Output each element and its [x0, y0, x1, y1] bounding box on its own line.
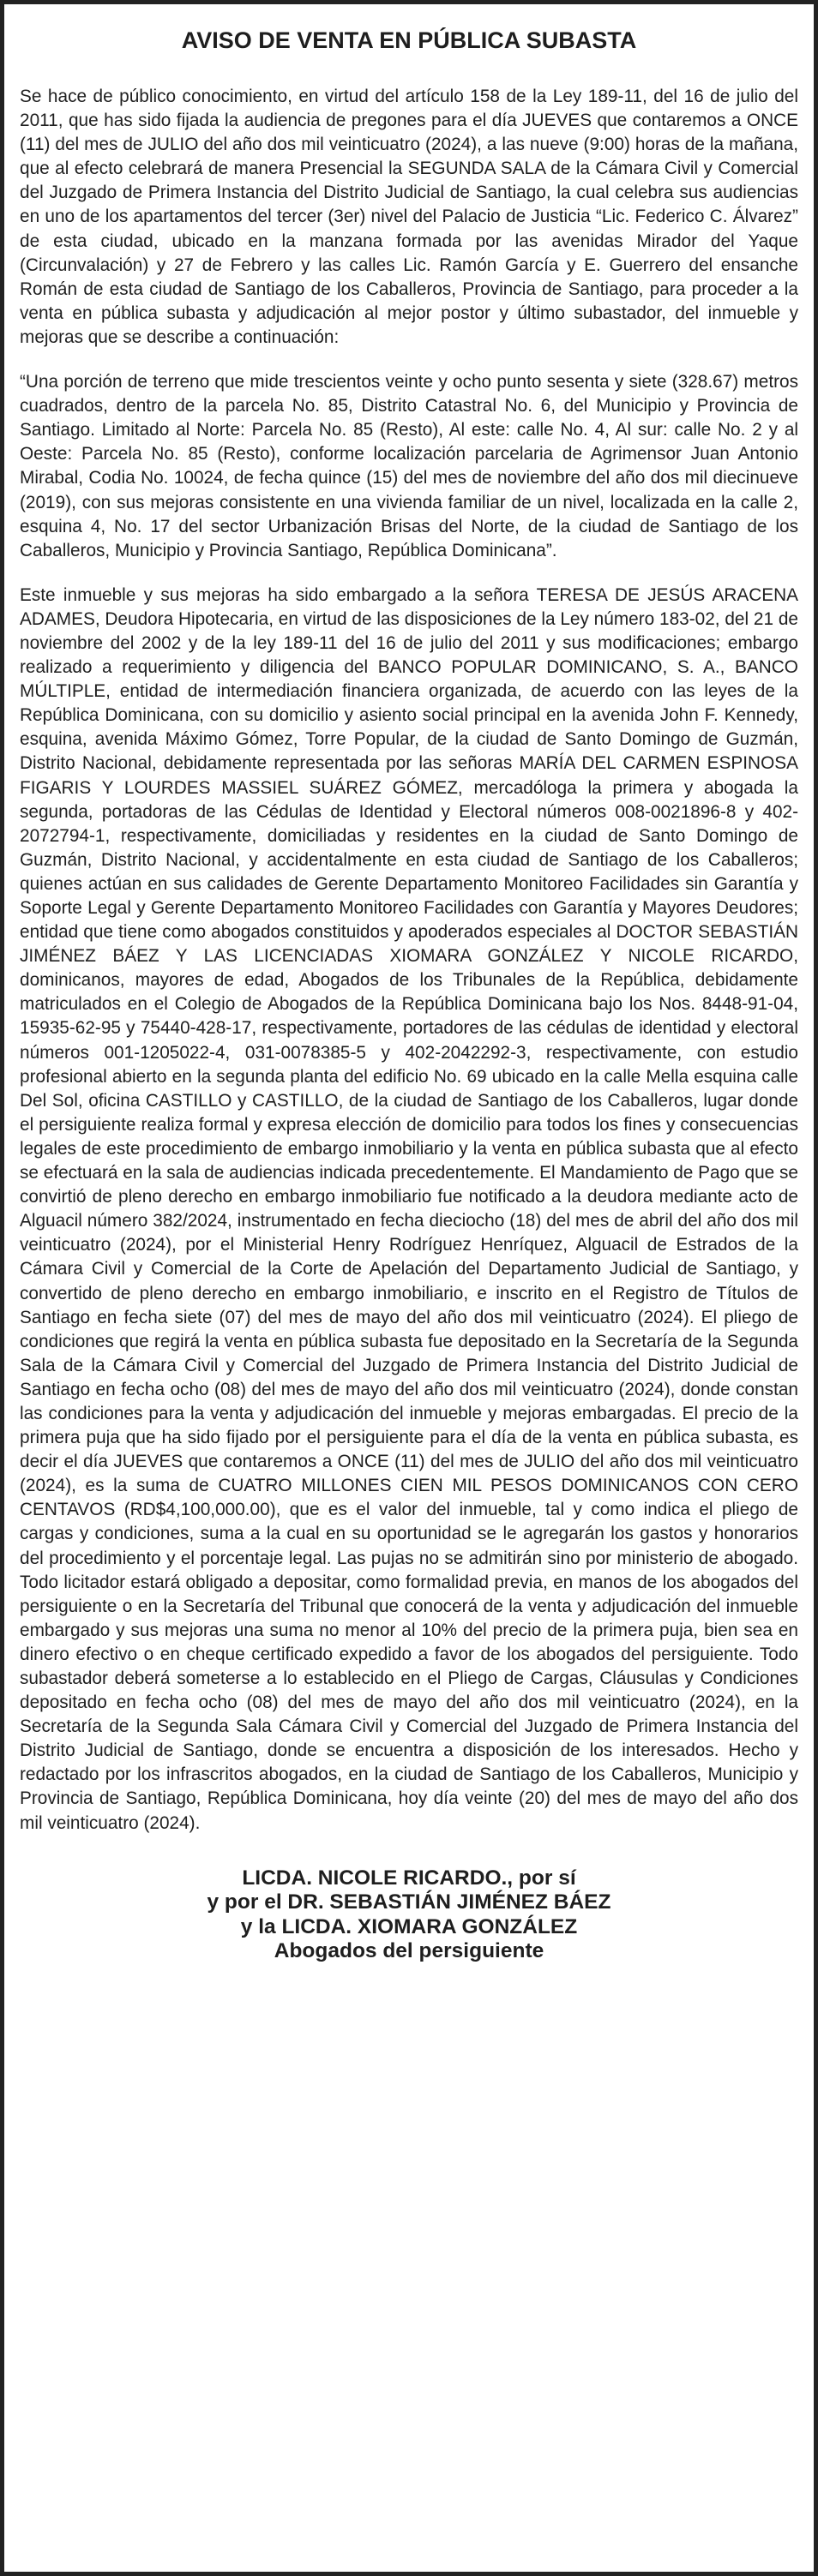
- signature-line: y la LICDA. XIOMARA GONZÁLEZ: [240, 1914, 578, 1938]
- signature-line: y por el DR. SEBASTIÁN JIMÉNEZ BÁEZ: [207, 1890, 611, 1914]
- notice-title: AVISO DE VENTA EN PÚBLICA SUBASTA: [181, 27, 637, 53]
- notice-paragraph-property: “Una porción de terreno que mide trescientos veinte y ocho punto sesenta y siete (328.67) metros cuadrados, dentro de la parcela No. 85, Distrito Catastral No. 6, del Municipio y Provincia de Santiago. Limitado al Norte: Parcela No. 85 (Resto), Al este: calle No. 4, Al sur: calle No. 2 y al Oeste: Parcela No. 85 (Resto), conforme localización parcelaria de Agrimensor Juan Antonio Mirabal, Codia No. 10024, de fecha quince (15) del mes de noviembre del año dos mil diecinueve (2019), con sus mejoras consistente en una vivienda familiar de un nivel, localizada en la calle 2, esquina 4, No. 17 del sector Urbanización Brisas del Norte, de la ciudad de Santiago de los Caballeros, Municipio y Provincia Santiago, República Dominicana”.: [20, 372, 798, 560]
- signature-line: Abogados del persiguiente: [274, 1939, 544, 1963]
- notice-content: [20, 27, 798, 1964]
- signature-block: [20, 1866, 798, 1964]
- notice-paragraph-seizure: Este inmueble y sus mejoras ha sido embargado a la señora TERESA DE JESÚS ARACENA ADAMES, Deudora Hipotecaria, en virtud de las disposiciones de la Ley número 183-02, del 21 de noviembre del 2002 y de la ley 189-11 del 16 de julio del 2011 y sus modificaciones; embargo realizado a requerimiento y diligencia del BANCO POPULAR DOMINICANO, S. A., BANCO MÚLTIPLE, entidad de intermediación financiera organizada, de acuerdo con las leyes de la República Dominicana, con su domicilio y asiento social principal en la avenida John F. Kennedy, esquina, avenida Máximo Gómez, Torre Popular, de la ciudad de Santo Domingo de Guzmán, Distrito Nacional, debidamente representada por las señoras MARÍA DEL CARMEN ESPINOSA FIGARIS Y LOURDES MASSIEL SUÁREZ GÓMEZ, mercadóloga la primera y abogada la segunda, portadoras de las Cédulas de Identidad y Electoral números 008-0021896-8 y 402-2072794-1, respectivamente, domiciliadas y residentes en la ciudad de Santo Domingo de Guzmán, Distrito Nacional, y accidentalmente en esta ciudad de Santiago de los Caballeros; quienes actúan en sus calidades de Gerente Departamento Monitoreo Facilidades sin Garantía y Soporte Legal y Gerente Departamento Monitoreo Facilidades con Garantía y Mayores Deudores; entidad que tiene como abogados constituidos y apoderados especiales al DOCTOR SEBASTIÁN JIMÉNEZ BÁEZ Y LAS LICENCIADAS XIOMARA GONZÁLEZ Y NICOLE RICARDO, dominicanos, mayores de edad, Abogados de los Tribunales de la República, debidamente matriculados en el Colegio de Abogados de la República Dominicana bajo los Nos. 8448-91-04, 15935-62-95 y 75440-428-17, respectivamente, portadores de las cédulas de identidad y electoral números 001-1205022-4, 031-0078385-5 y 402-2042292-3, respectivamente, con estudio profesional abierto en la segunda planta del edificio No. 69 ubicado en la calle Mella esquina calle Del Sol, oficina CASTILLO y CASTILLO, de la ciudad de Santiago de los Caballeros, lugar donde el persiguiente realiza formal y expresa elección de domicilio para todos los fines y consecuencias legales de este procedimiento de embargo inmobiliario y la venta en pública subasta que al efecto se efectuará en la sala de audiencias indicada precedentemente. El Mandamiento de Pago que se convirtió de pleno derecho en embargo inmobiliario fue notificado a la deudora mediante acto de Alguacil número 382/2024, instrumentado en fecha dieciocho (18) del mes de abril del año dos mil veinticuatro (2024), por el Ministerial Henry Rodríguez Henríquez, Alguacil de Estrados de la Cámara Civil y Comercial de la Corte de Apelación del Departamento Judicial de Santiago, y convertido de pleno derecho en embargo inmobiliario, e inscrito en el Registro de Títulos de Santiago en fecha siete (07) del mes de mayo del año dos mil veinticuatro (2024). El pliego de condiciones que regirá la venta en pública subasta fue depositado en la Secretaría de la Segunda Sala de la Cámara Civil y Comercial del Juzgado de Primera Instancia del Distrito Judicial de Santiago en fecha ocho (08) del mes de mayo del año dos mil veinticuatro (2024), donde constan las condiciones para la venta y adjudicación del inmueble y mejoras embargadas. El precio de la primera puja que ha sido fijado por el persiguiente para el día de la venta en pública subasta, es decir el día JUEVES que contaremos a ONCE (11) del mes de JULIO del año dos mil veinticuatro (2024), es la suma de CUATRO MILLONES CIEN MIL PESOS DOMINICANOS CON CERO CENTAVOS (RD$4,100,000.00), que es el valor del inmueble, tal y como indica el pliego de cargas y condiciones, suma a la cual en su oportunidad se le agregarán los gastos y honorarios del procedimiento y el porcentaje legal. Las pujas no se admitirán sino por ministerio de abogado. Todo licitador estará obligado a depositar, como formalidad previa, en manos de los abogados del persiguiente o en la Secretaría del Tribunal que conocerá de la venta y adjudicación del inmueble embargado y sus mejoras una suma no menor al 10% del precio de la primera puja, bien sea en dinero efectivo o en cheque certificado expedido a favor de los abogados del persiguiente. Todo subastador deberá someterse a lo establecido en el Pliego de Cargas, Cláusulas y Condiciones depositado en fecha ocho (08) del mes de mayo del año dos mil veinticuatro (2024), en la Secretaría de la Segunda Sala Cámara Civil y Comercial del Juzgado de Primera Instancia del Distrito Judicial de Santiago, donde se encuentra a disposición de los interesados. Hecho y redactado por los infrascritos abogados, en la ciudad de Santiago de los Caballeros, Municipio y Provincia de Santiago, República Dominicana, hoy día veinte (20) del mes de mayo del año dos mil veinticuatro (2024).: [20, 584, 798, 1833]
- signature-line: LICDA. NICOLE RICARDO., por sí: [242, 1866, 576, 1890]
- notice-paragraph-hearing: Se hace de público conocimiento, en virtud del artículo 158 de la Ley 189-11, del 16 de julio del 2011, que has sido fijada la audiencia de pregones para el día JUEVES que contaremos a ONCE (11) del mes de JULIO del año dos mil veinticuatro (2024), a las nueve (9:00) horas de la mañana, que al efecto celebrará de manera Presencial la SEGUNDA SALA de la Cámara Civil y Comercial del Juzgado de Primera Instancia del Distrito Judicial de Santiago, la cual celebra sus audiencias en uno de los apartamentos del tercer (3er) nivel del Palacio de Justicia “Lic. Federico C. Álvarez” de esta ciudad, ubicado en la manzana formada por las avenidas Mirador del Yaque (Circunvalación) y 27 de Febrero y las calles Lic. Ramón García y E. Guerrero del ensanche Román de esta ciudad de Santiago de los Caballeros, Provincia de Santiago, para proceder a la venta en pública subasta y adjudicación al mejor postor y último subastador, del inmueble y mejoras que se describe a continuación:: [20, 87, 798, 347]
